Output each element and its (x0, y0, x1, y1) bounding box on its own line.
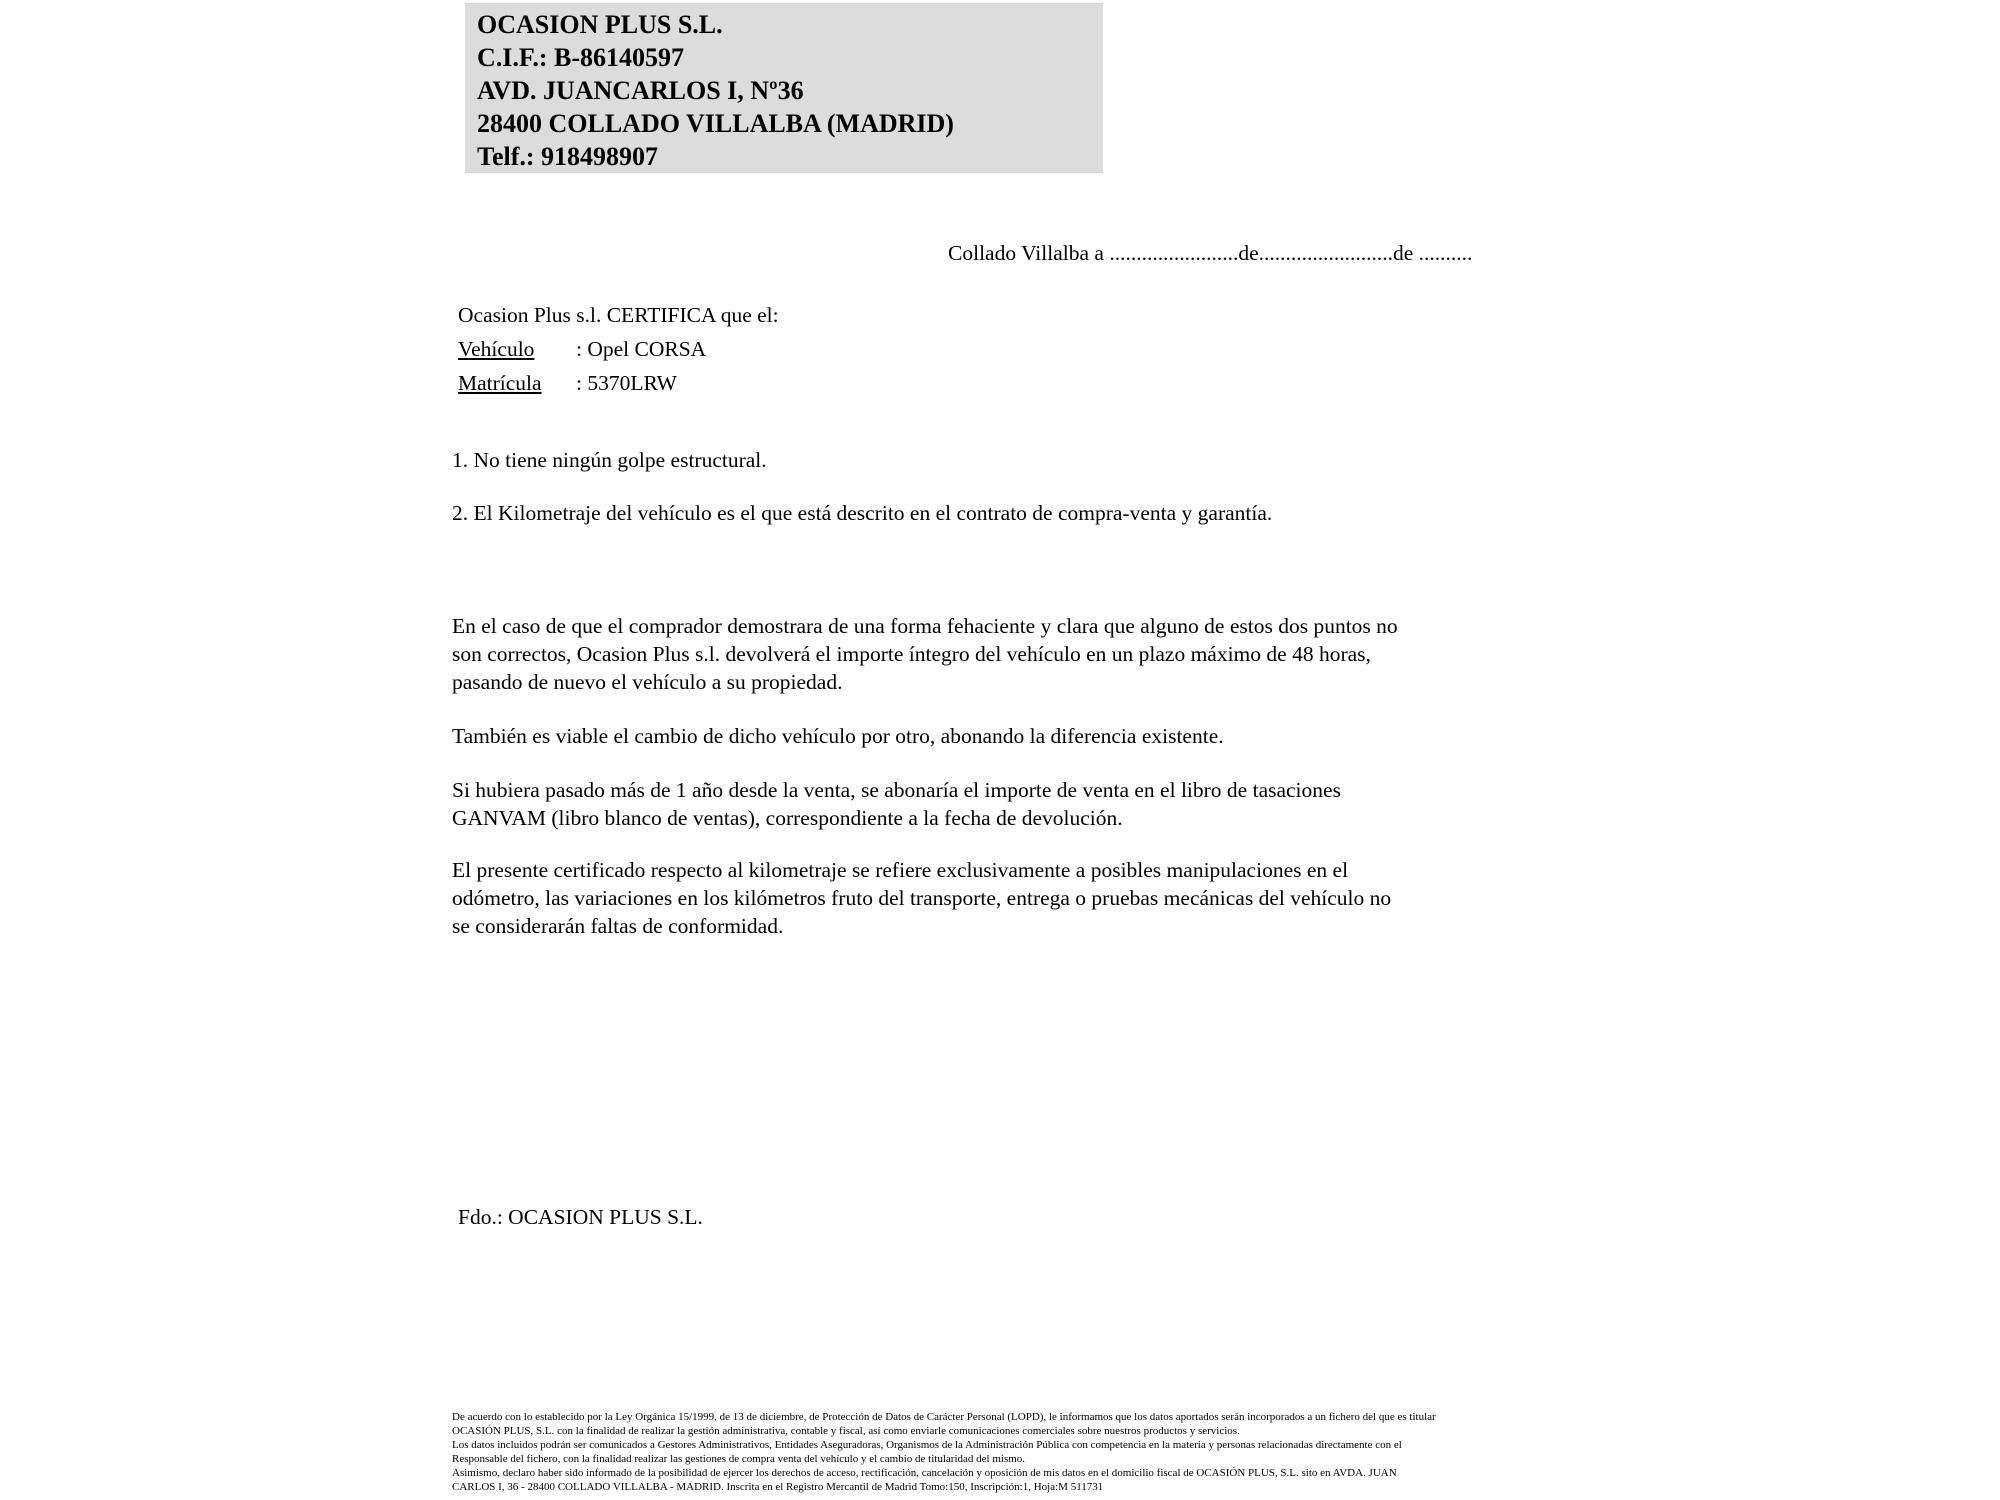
vehicle-field-row (458, 334, 706, 364)
certify-intro: Ocasion Plus s.l. CERTIFICA que el: (458, 303, 779, 327)
paragraph-line: También es viable el cambio de dicho vehículo por otro, abonando la diferencia existente. (452, 724, 1224, 748)
company-name: OCASION PLUS S.L. (477, 10, 723, 39)
vehicle-label-wrap (458, 334, 576, 364)
odometer-clause-paragraph (452, 856, 1391, 940)
legal-footer-line: Los datos incluidos podrán ser comunicados a Gestores Administrativos, Entidades Aseguradoras, Organismos de la Administración Pública con competencia en la materia y personas relacionadas directamente con el (452, 1439, 1402, 1451)
company-phone: Telf.: 918498907 (477, 142, 659, 171)
plate-label-wrap (458, 368, 576, 398)
plate-value: : 5370LRW (576, 371, 677, 395)
plate-field-row (458, 368, 677, 398)
lopd-legal-footer (452, 1410, 1436, 1494)
paragraph-line: son correctos, Ocasion Plus s.l. devolverá el importe íntegro del vehículo en un plazo máximo de 48 horas, (452, 642, 1371, 666)
vehicle-value: : Opel CORSA (576, 337, 707, 361)
certified-point-1: 1. No tiene ningún golpe estructural. (452, 448, 767, 472)
date-fill-in-line: Collado Villalba a ........................de.........................de .......... (948, 241, 1473, 265)
paragraph-line: Si hubiera pasado más de 1 año desde la venta, se abonaría el importe de venta en el libro de tasaciones (452, 778, 1341, 802)
paragraph-line: pasando de nuevo el vehículo a su propiedad. (452, 670, 843, 694)
company-address: AVD. JUANCARLOS I, Nº36 (477, 76, 804, 105)
certified-point-2: 2. El Kilometraje del vehículo es el que está descrito en el contrato de compra-venta y garantía. (452, 501, 1273, 525)
company-letterhead-box (465, 3, 1103, 173)
legal-footer-line: Asimismo, declaro haber sido informado de la posibilidad de ejercer los derechos de acceso, rectificación, cancelación y oposición de mis datos en el domicilio fiscal de OCASIÓN PLUS, S.L. sito en AVDA. JUAN (452, 1467, 1397, 1479)
paragraph-line: En el caso de que el comprador demostrara de una forma fehaciente y clara que alguno de estos dos puntos no (452, 614, 1398, 638)
paragraph-line: se considerarán faltas de conformidad. (452, 914, 784, 938)
paragraph-line: GANVAM (libro blanco de ventas), correspondiente a la fecha de devolución. (452, 806, 1123, 830)
vehicle-label: Vehículo (458, 337, 535, 361)
paragraph-line: odómetro, las variaciones en los kilómetros fruto del transporte, entrega o pruebas mecánicas del vehículo no (452, 886, 1392, 910)
legal-footer-line: Responsable del fichero, con la finalidad realizar las gestiones de compra venta del vehículo y el cambio de titularidad del mismo. (452, 1453, 1026, 1465)
company-cif: C.I.F.: B-86140597 (477, 43, 685, 72)
legal-footer-line: OCASIÓN PLUS, S.L. con la finalidad de realizar la gestión administrativa, contable y fiscal, así como enviarle comunicaciones comerciales sobre nuestros productos y servicios. (452, 1425, 1240, 1437)
company-city: 28400 COLLADO VILLALBA (MADRID) (477, 109, 954, 138)
plate-label: Matrícula (458, 371, 542, 395)
ganvam-clause-paragraph (452, 776, 1341, 832)
legal-footer-line: De acuerdo con lo establecido por la Ley Orgánica 15/1999, de 13 de diciembre, de Protección de Datos de Carácter Personal (LOPD), le informamos que los datos aportados serán incorporados a un fichero del que es titular (452, 1411, 1436, 1423)
exchange-clause-paragraph (452, 722, 1224, 750)
signature-line: Fdo.: OCASION PLUS S.L. (458, 1205, 703, 1229)
legal-footer-line: CARLOS I, 36 - 28400 COLLADO VILLALBA - MADRID. Inscrita en el Registro Mercantil de Madrid Tomo:150, Inscripción:1, Hoja:M 511731 (452, 1481, 1104, 1493)
paragraph-line: El presente certificado respecto al kilometraje se refiere exclusivamente a posibles manipulaciones en el (452, 858, 1349, 882)
refund-clause-paragraph (452, 612, 1398, 696)
